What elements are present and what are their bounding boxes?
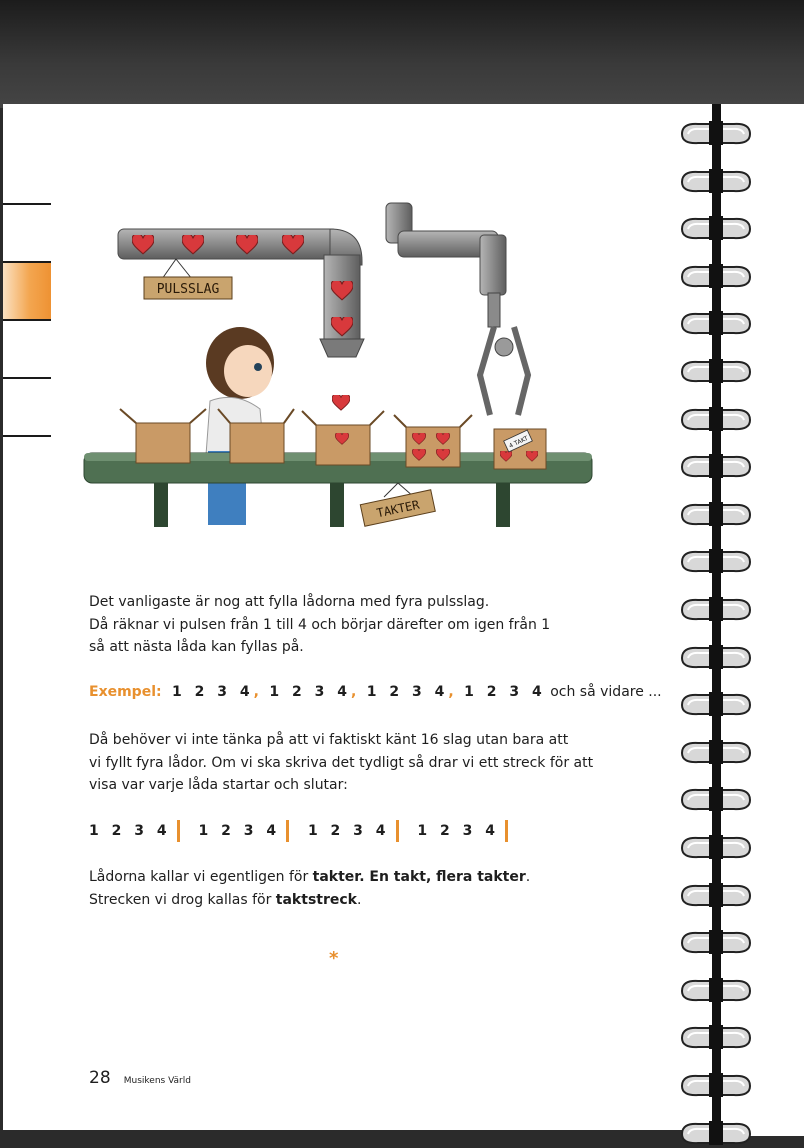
spiral-ring	[676, 642, 756, 672]
measure-sign-label: TAKTER	[375, 497, 421, 521]
example-suffix: och så vidare ...	[550, 684, 662, 700]
chapter-tab-active[interactable]	[3, 263, 51, 319]
text-line: visa var varje låda startar och slutar:	[89, 777, 348, 793]
conveyor-illustration	[80, 195, 600, 535]
barline	[505, 820, 508, 842]
spiral-ring	[676, 213, 756, 243]
paragraph-measures	[89, 866, 530, 911]
page-footer	[89, 1068, 191, 1088]
spiral-ring	[676, 451, 756, 481]
text-segment: .	[356, 891, 362, 908]
box-closed	[494, 429, 546, 469]
spiral-ring	[676, 1022, 756, 1052]
spiral-ring	[676, 404, 756, 434]
measure-group: 1 2 3 4	[89, 823, 171, 839]
chapter-tab-divider	[3, 377, 51, 379]
example-line	[89, 684, 662, 700]
text-line: vi fyllt fyra lådor. Om vi ska skriva det tydligt så drar vi ett streck för att	[89, 754, 594, 771]
spiral-ring	[676, 927, 756, 957]
pulse-sign	[144, 259, 232, 299]
chapter-tab-divider	[3, 435, 51, 437]
paragraph-bars	[89, 729, 593, 797]
example-group: 1 2 3 4	[464, 684, 546, 700]
example-label: Exempel:	[89, 684, 162, 700]
scan-background	[0, 0, 804, 108]
spiral-ring	[676, 261, 756, 291]
chapter-tab-divider	[3, 203, 51, 205]
spiral-ring	[676, 499, 756, 529]
spiral-ring	[676, 118, 756, 148]
barline	[286, 820, 289, 842]
example-separator: ,	[253, 684, 259, 700]
chapter-tab-divider	[3, 319, 51, 321]
term-measures: takter. En takt, flera takter	[312, 869, 526, 885]
text-line: så att nästa låda kan fyllas på.	[89, 639, 304, 655]
example-group: 1 2 3 4	[366, 684, 449, 700]
text-segment: Lådorna kallar vi egentligen för	[89, 869, 313, 885]
measure-line	[89, 820, 522, 842]
pulse-sign-label: PULSSLAG	[156, 282, 220, 297]
spiral-ring	[676, 832, 756, 862]
measure-group: 1 2 3 4	[417, 823, 499, 839]
text-line: Då behöver vi inte tänka på att vi faktiskt känt 16 slag utan bara att	[89, 732, 569, 748]
spiral-ring	[676, 546, 756, 576]
ornament-asterisk: *	[329, 948, 339, 969]
text-line: Det vanligaste är nog att fylla lådorna med fyra pulsslag.	[89, 594, 490, 610]
spiral-ring	[676, 1070, 756, 1100]
spiral-ring	[676, 689, 756, 719]
example-separator: ,	[448, 684, 454, 700]
barline	[177, 820, 180, 842]
spiral-ring	[676, 784, 756, 814]
spiral-ring	[676, 737, 756, 767]
text-segment: Strecken vi drog kallas för	[89, 891, 276, 908]
text-segment: .	[525, 869, 531, 885]
measure-sign	[360, 483, 435, 526]
spiral-ring	[676, 594, 756, 624]
spiral-ring	[676, 1118, 756, 1148]
measure-group: 1 2 3 4	[307, 823, 390, 839]
text-line: Då räknar vi pulsen från 1 till 4 och börjar därefter om igen från 1	[89, 616, 551, 633]
spiral-ring	[676, 166, 756, 196]
barline	[396, 820, 399, 842]
box-tag: 4 TAKT	[508, 434, 530, 450]
example-group: 1 2 3 4	[269, 684, 352, 700]
box-full	[394, 415, 472, 467]
example-group: 1 2 3 4	[172, 684, 254, 700]
spiral-ring	[676, 880, 756, 910]
term-barline: taktstreck	[275, 891, 357, 908]
paragraph-pulse	[89, 591, 550, 659]
measure-group: 1 2 3 4	[198, 823, 281, 839]
example-separator: ,	[351, 684, 357, 700]
robot-arm	[386, 203, 528, 415]
page-number: 28	[89, 1068, 111, 1088]
book-title: Musikens Värld	[123, 1076, 191, 1086]
spiral-ring	[676, 356, 756, 386]
falling-heart-icon	[332, 394, 350, 410]
spiral-ring	[676, 308, 756, 338]
spiral-ring	[676, 975, 756, 1005]
